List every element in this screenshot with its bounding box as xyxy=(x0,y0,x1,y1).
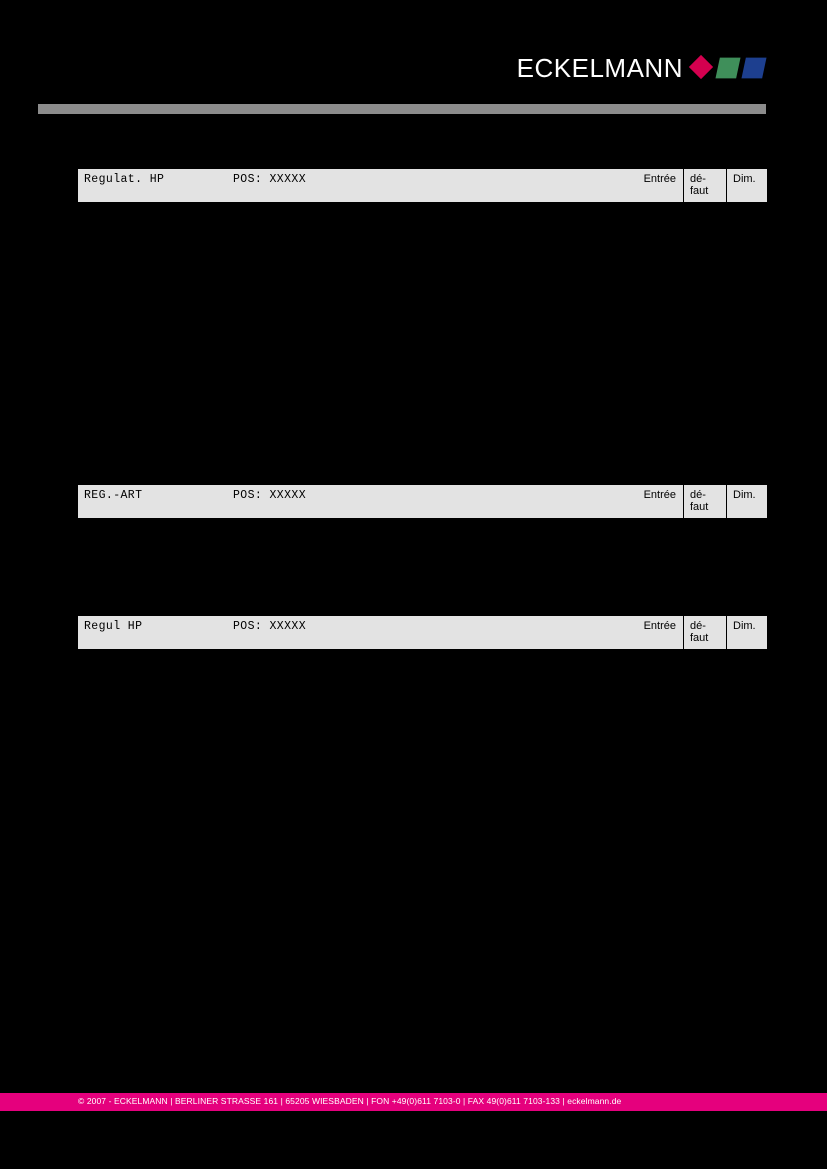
column-header-dim: Dim. xyxy=(733,620,756,632)
brand-wordmark: ECKELMANN xyxy=(516,53,683,83)
table-row xyxy=(78,615,767,650)
row-position: POS: XXXXX xyxy=(233,173,307,186)
table-row xyxy=(78,168,767,203)
column-header-defaut: dé-faut xyxy=(684,169,727,202)
row-title: REG.-ART xyxy=(84,489,143,502)
footer-text: © 2007 - ECKELMANN | BERLINER STRASSE 161 | 65205 WIESBADEN | FON +49(0)611 7103-0 | FAX 49(0)611 7103-133 | eckelmann.de xyxy=(78,1096,622,1106)
column-header-entree: Entrée xyxy=(616,485,684,518)
column-header-dim: Dim. xyxy=(733,173,756,185)
diamond-magenta-icon xyxy=(690,56,714,80)
column-header-entree: Entrée xyxy=(616,169,684,202)
parallelogram-green-icon xyxy=(715,58,740,79)
column-header-entree: Entrée xyxy=(616,616,684,649)
column-header-dim: Dim. xyxy=(733,489,756,501)
row-title: Regul HP xyxy=(84,620,143,633)
parallelogram-blue-icon xyxy=(741,58,766,79)
table-block-1 xyxy=(78,168,767,203)
row-title: Regulat. HP xyxy=(84,173,165,186)
logo-marks xyxy=(688,56,766,80)
header-divider-bar xyxy=(38,104,766,114)
column-header-defaut: dé-faut xyxy=(684,616,727,649)
eckelmann-logo xyxy=(517,52,766,84)
table-row xyxy=(78,484,767,519)
table-block-3 xyxy=(78,615,767,650)
table-block-2 xyxy=(78,484,767,519)
column-header-defaut: dé-faut xyxy=(684,485,727,518)
row-position: POS: XXXXX xyxy=(233,620,307,633)
row-position: POS: XXXXX xyxy=(233,489,307,502)
page-header xyxy=(0,0,827,120)
